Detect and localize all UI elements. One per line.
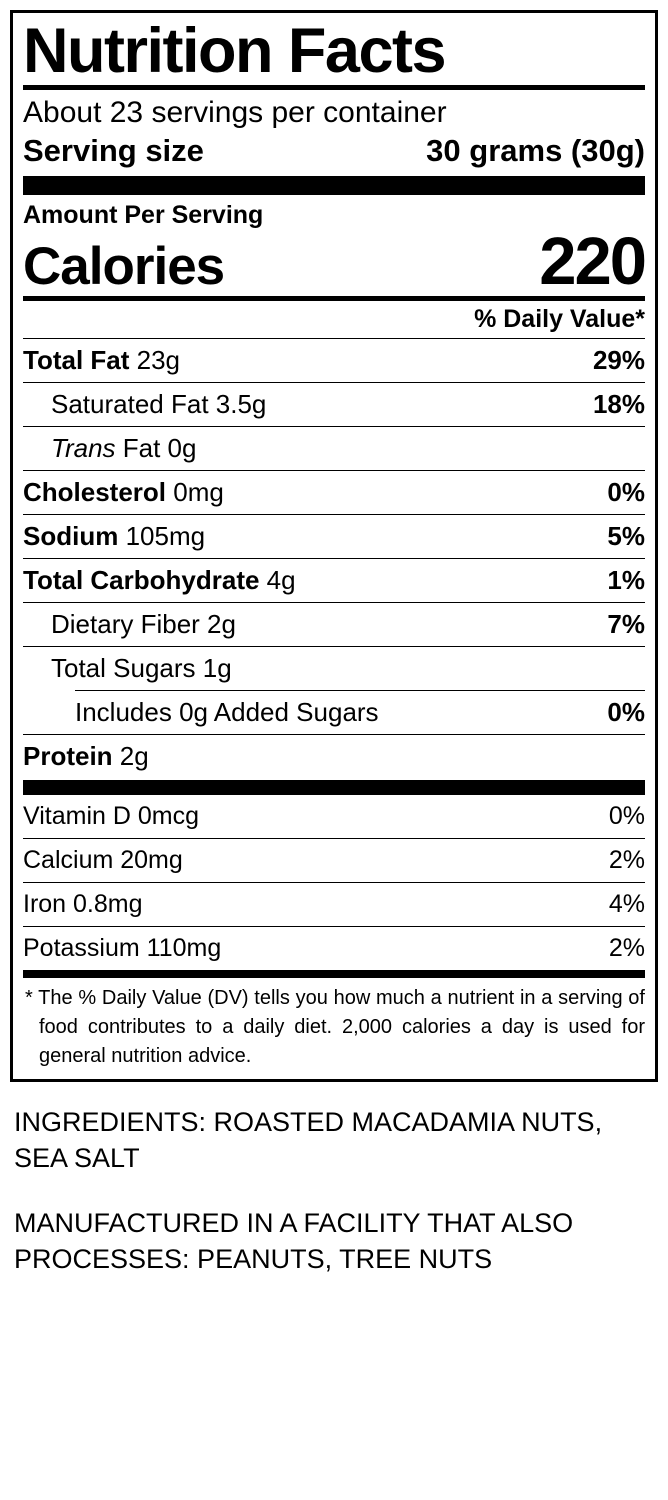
nutrient-row-total-fat (23, 338, 645, 382)
serving-size-value: 30 grams (30g) (426, 133, 645, 169)
nutrient-name: Total Fat 23g (23, 344, 181, 375)
nutrient-dv: 0% (607, 696, 645, 727)
vitamin-row-calcium (23, 838, 645, 882)
nutrient-row-dietary-fiber (23, 602, 645, 646)
serving-size-row (23, 132, 645, 173)
nutrient-name: Dietary Fiber 2g (51, 608, 236, 639)
vitamin-row-iron (23, 882, 645, 926)
vitamin-name: Iron 0.8mg (23, 889, 143, 918)
nutrient-name: Sodium 105mg (23, 520, 206, 551)
nutrient-name: Trans Fat 0g (51, 432, 197, 463)
vitamin-dv: 2% (608, 933, 645, 962)
nutrient-dv: 7% (607, 608, 645, 639)
nutrient-row-added-sugars (75, 690, 645, 734)
servings-per-container: About 23 servings per container (23, 95, 447, 129)
nutrient-row-total-carbohydrate (23, 558, 645, 602)
nutrient-name: Total Sugars 1g (51, 652, 232, 683)
nutrient-name: Includes 0g Added Sugars (75, 696, 379, 727)
nutrient-dv: 29% (592, 344, 645, 375)
nutrient-row-sodium (23, 514, 645, 558)
amount-per-serving-label: Amount Per Serving (23, 201, 264, 230)
supplemental-text (10, 1082, 658, 1278)
nutrient-name: Total Carbohydrate 4g (23, 564, 296, 595)
vitamin-name: Calcium 20mg (23, 845, 183, 874)
nutrient-row-trans-fat (23, 426, 645, 470)
calories-row (23, 224, 645, 300)
vitamin-row-potassium (23, 926, 645, 970)
footnote-star: * (25, 986, 33, 1009)
nutrient-dv: 5% (607, 520, 645, 551)
nutrient-row-protein (23, 734, 645, 778)
nutrient-name: Saturated Fat 3.5g (51, 388, 267, 419)
nutrient-name: Protein 2g (23, 740, 149, 771)
calories-value: 220 (539, 224, 645, 300)
vitamin-dv: 4% (608, 889, 645, 918)
calories-label: Calories (23, 236, 225, 296)
nutrient-row-cholesterol (23, 470, 645, 514)
nutrient-row-total-sugars (23, 646, 645, 690)
nutrient-dv: 0% (607, 476, 645, 507)
vitamin-name: Vitamin D 0mcg (23, 801, 199, 830)
allergen-text: MANUFACTURED IN A FACILITY THAT ALSO PROCESSES: PEANUTS, TREE NUTS (14, 1207, 574, 1275)
divider-above-footnote (23, 970, 645, 978)
vitamin-name: Potassium 110mg (23, 933, 222, 962)
divider-thick-top (23, 176, 645, 195)
vitamin-dv: 0% (608, 801, 645, 830)
ingredients-text: INGREDIENTS: ROASTED MACADAMIA NUTS, SEA SALT (14, 1106, 603, 1174)
footnote-text: The % Daily Value (DV) tells you how much a nutrient in a serving of food contributes to a daily diet. 2,000 calories a day is used for general nutrition advice. (38, 986, 645, 1067)
nutrient-dv: 18% (592, 388, 645, 419)
nutrient-dv: 1% (607, 564, 645, 595)
daily-value-footnote (23, 978, 645, 1073)
nutrient-row-saturated-fat (23, 382, 645, 426)
nutrient-name: Cholesterol 0mg (23, 476, 224, 507)
divider-thick-bottom (23, 780, 645, 795)
vitamin-dv: 2% (608, 845, 645, 874)
daily-value-header: % Daily Value* (474, 304, 645, 333)
page-title: Nutrition Facts (23, 16, 446, 86)
serving-size-label: Serving size (23, 133, 204, 169)
vitamin-row-vitamin-d (23, 795, 645, 838)
nutrition-facts-panel (10, 10, 658, 1082)
